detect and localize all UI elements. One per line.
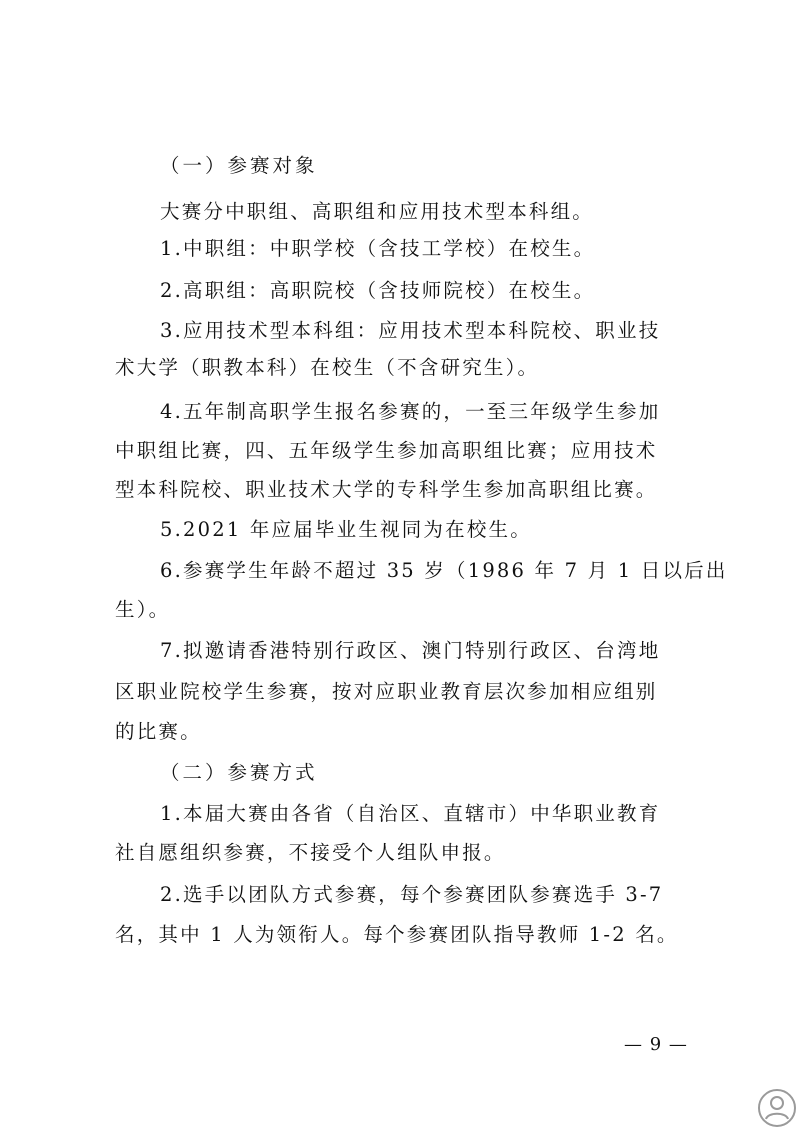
section-heading: （二）参赛方式 xyxy=(160,761,318,784)
paragraph-line: 6.参赛学生年龄不超过 35 岁（1986 年 7 月 1 日以后出 xyxy=(160,559,728,582)
paragraph-line: 社自愿组织参赛，不接受个人组队申报。 xyxy=(115,841,506,864)
page-number: — 9 — xyxy=(624,1034,688,1055)
paragraph-line: 大赛分中职组、高职组和应用技术型本科组。 xyxy=(160,200,595,223)
paragraph-line: 3.应用技术型本科组：应用技术型本科院校、职业技 xyxy=(160,319,661,342)
section-heading: （一）参赛对象 xyxy=(160,154,318,177)
paragraph-line: 型本科院校、职业技术大学的专科学生参加高职组比赛。 xyxy=(115,478,658,501)
paragraph-line: 区职业院校学生参赛，按对应职业教育层次参加相应组别 xyxy=(115,680,658,703)
paragraph-line: 5.2021 年应届毕业生视同为在校生。 xyxy=(160,518,532,541)
paragraph-line: 2.选手以团队方式参赛，每个参赛团队参赛选手 3-7 xyxy=(160,883,664,906)
paragraph-line: 7.拟邀请香港特别行政区、澳门特别行政区、台湾地 xyxy=(160,639,661,662)
paragraph-line: 1.本届大赛由各省（自治区、直辖市）中华职业教育 xyxy=(160,802,661,825)
user-avatar-svg xyxy=(757,1088,797,1128)
user-avatar-icon[interactable] xyxy=(757,1088,797,1128)
paragraph-line: 4.五年制高职学生报名参赛的，一至三年级学生参加 xyxy=(160,400,661,423)
paragraph-line: 的比赛。 xyxy=(115,720,202,743)
paragraph-line: 2.高职组：高职院校（含技师院校）在校生。 xyxy=(160,279,596,302)
paragraph-line: 生）。 xyxy=(115,598,171,621)
paragraph-line: 1.中职组：中职学校（含技工学校）在校生。 xyxy=(160,237,596,260)
paragraph-line: 名，其中 1 人为领衔人。每个参赛团队指导教师 1-2 名。 xyxy=(115,923,679,946)
paragraph-line: 中职组比赛，四、五年级学生参加高职组比赛；应用技术 xyxy=(115,439,658,462)
paragraph-line: 术大学（职教本科）在校生（不含研究生）。 xyxy=(115,356,540,379)
